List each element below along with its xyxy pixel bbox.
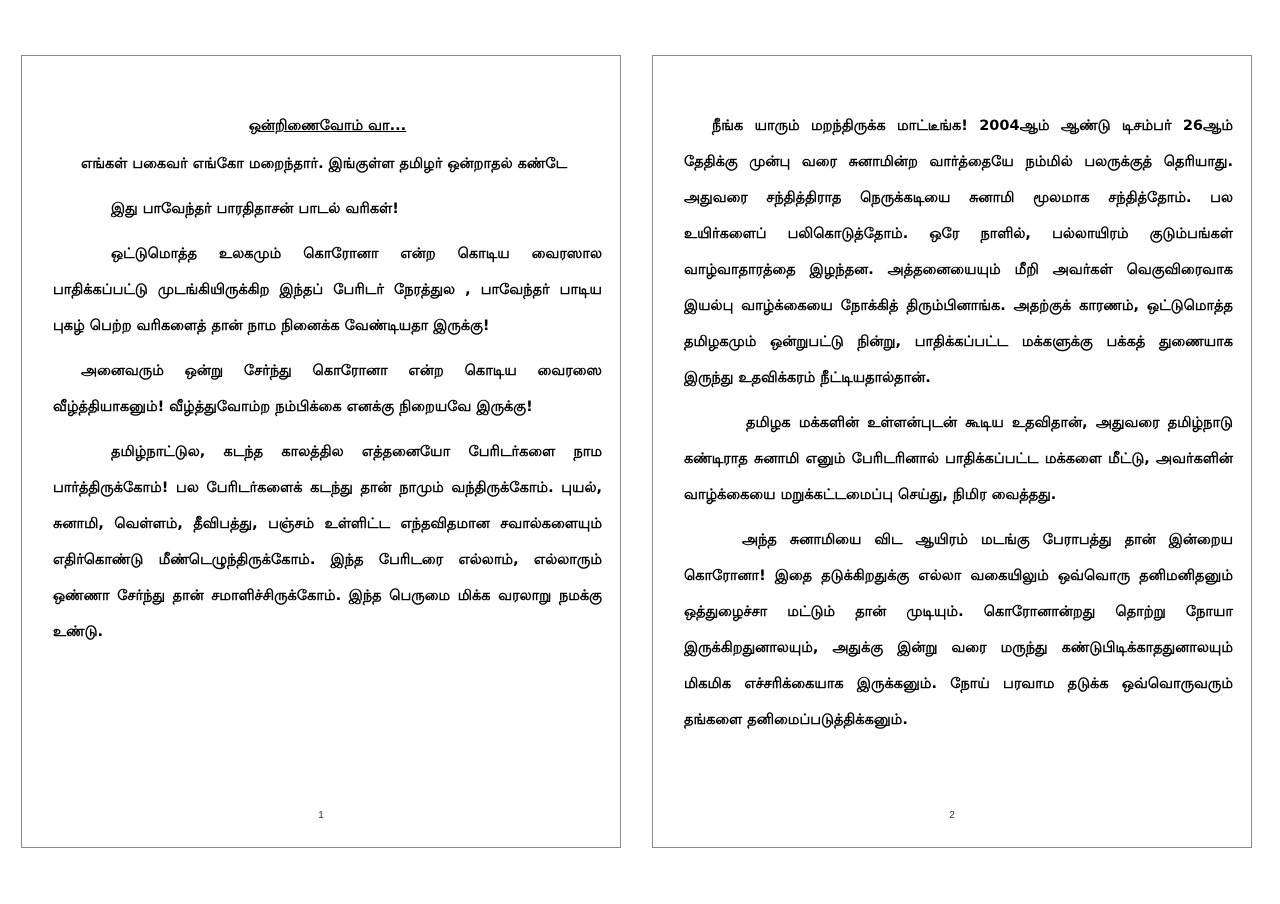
paragraph: தமிழக மக்களின் உள்ளன்புடன் கூடிய உதவிதான், அதுவரை தமிழ்நாடு கண்டிராத சுனாமி எனும் பேரிடரினால் பாதிக்கப்பட்ட மக்களை மீட்டு, அவர்களின் வாழ்க்கையை மறுக்கட்டமைப்பு செய்து, நிமிர வைத்தது.	[684, 415, 1233, 503]
paragraph: அனைவரும் ஒன்று சேர்ந்து கொரோனா என்ற கொடிய வைரஸை வீழ்த்தியாகனும்! வீழ்த்துவோம்ற நம்பிக்கை எனக்கு நிறையவே இருக்கு!	[53, 363, 602, 415]
page-number: 2	[949, 810, 955, 821]
paragraph: அந்த சுனாமியை விட ஆயிரம் மடங்கு பேராபத்து தான் இன்றைய கொரோனா! இதை தடுக்கிறதுக்கு எல்லா வகையிலும் ஒவ்வொரு தனிமனிதனும் ஒத்துழைச்சா மட்டும் தான் முடியும். கொரோனான்றது தொற்று நோயா இருக்கிறதுனாலயும், அதுக்கு இன்று வரை மருந்து கண்டுபிடிக்காததுனாலயும் மிகமிக எச்சரிக்கையாக இருக்கனும். நோய் பரவாம தடுக்க ஒவ்வொருவரும் தங்களை தனிமைப்படுத்திக்கனும்.	[684, 532, 1233, 728]
document-title: ஒன்றிணைவோம் வா...	[248, 118, 407, 134]
paragraph: தமிழ்நாட்டுல, கடந்த காலத்தில எத்தனையோ பேரிடர்களை நாம பார்த்திருக்கோம்! பல பேரிடர்களைக் கடந்து தான் நாமும் வந்திருக்கோம். புயல், சுனாமி, வெள்ளம், தீவிபத்து, பஞ்சம் உள்ளிட்ட எந்தவிதமான சவால்களையும் எதிர்கொண்டு மீண்டெழுந்திருக்கோம். இந்த பேரிடரை எல்லாம், எல்லாரும் ஒண்ணா சேர்ந்து தான் சமாளிச்சிருக்கோம். இந்த பெருமை மிக்க வரலாறு நமக்கு உண்டு.	[53, 444, 602, 640]
page-number: 1	[318, 810, 324, 821]
paragraph: இது பாவேந்தர் பாரதிதாசன் பாடல் வரிகள்!	[111, 201, 399, 217]
page-2-body	[684, 108, 1233, 747]
page-1-body	[53, 108, 602, 659]
document-page-1	[21, 55, 621, 848]
paragraph: ஒட்டுமொத்த உலகமும் கொரோனா என்ற கொடிய வைரஸால பாதிக்கப்பட்டு முடங்கியிருக்கிற இந்தப் பேரிடர் நேரத்துல , பாவேந்தர் பாடிய புகழ் பெற்ற வரிகளைத் தான் நாம நினைக்க வேண்டியதா இருக்கு!	[53, 246, 602, 334]
paragraph: நீங்க யாரும் மறந்திருக்க மாட்டீங்க! 2004ஆம் ஆண்டு டிசம்பர் 26ஆம் தேதிக்கு முன்பு வரை சுனாமின்ற வார்த்தையே நம்மில் பலருக்குத் தெரியாது. அதுவரை சந்தித்திராத நெருக்கடியை சுனாமி மூலமாக சந்தித்தோம். பல உயிர்களைப் பலிகொடுத்தோம். ஒரே நாளில், பல்லாயிரம் குடும்பங்கள் வாழ்வாதாரத்தை இழந்தன. அத்தனையையும் மீறி அவர்கள் வெகுவிரைவாக இயல்பு வாழ்க்கையை நோக்கித் திரும்பினாங்க. அதற்குக் காரணம், ஒட்டுமொத்த தமிழகமும் ஒன்றுபட்டு நின்று, பாதிக்கப்பட்ட மக்களுக்கு பக்கத் துணையாக இருந்து உதவிக்கரம் நீட்டியதால்தான்.	[684, 118, 1233, 386]
document-page-2	[652, 55, 1252, 848]
paragraph: எங்கள் பகைவர் எங்கோ மறைந்தார். இங்குள்ள தமிழர் ஒன்றாதல் கண்டே	[81, 156, 568, 172]
